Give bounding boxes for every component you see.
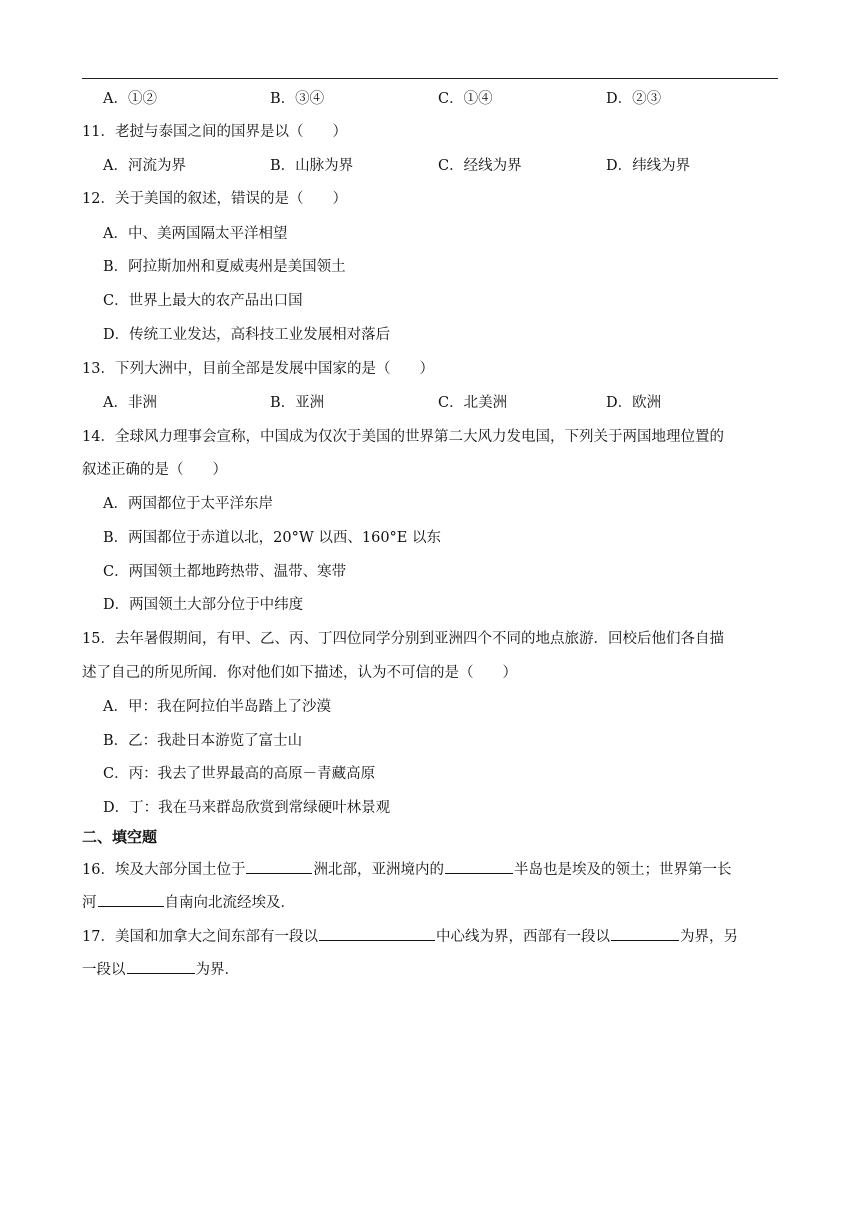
q10-option-c[interactable]: C．①④ bbox=[438, 91, 493, 107]
q16-line1 bbox=[82, 858, 731, 880]
q16-line2 bbox=[82, 891, 295, 913]
q14-option-b[interactable]: B．两国都位于赤道以北，20°W 以西、160°E 以东 bbox=[103, 530, 441, 546]
q13-option-a[interactable]: A．非洲 bbox=[103, 395, 157, 411]
q14-option-c[interactable]: C．两国领土都地跨热带、温带、寒带 bbox=[103, 564, 347, 580]
q17-text-5: 为界． bbox=[195, 962, 239, 978]
q17-line2 bbox=[82, 958, 239, 980]
q12-option-c[interactable]: C．世界上最大的农产品出口国 bbox=[103, 293, 303, 309]
q11-option-c[interactable]: C．经线为界 bbox=[438, 158, 522, 174]
q16-blank-2[interactable] bbox=[445, 858, 513, 874]
q17-line1 bbox=[82, 925, 738, 947]
q12-option-b[interactable]: B．阿拉斯加州和夏威夷州是美国领土 bbox=[103, 259, 346, 275]
q13-stem: 13．下列大洲中，目前全部是发展中国家的是（ ） bbox=[82, 361, 434, 377]
q16-text-2: 洲北部，亚洲境内的 bbox=[313, 862, 444, 878]
q14-stem-line2: 叙述正确的是（ ） bbox=[82, 462, 227, 478]
header-rule bbox=[82, 78, 778, 79]
q15-option-a[interactable]: A．甲：我在阿拉伯半岛踏上了沙漠 bbox=[103, 699, 331, 715]
q11-stem: 11．老挝与泰国之间的国界是以（ ） bbox=[82, 124, 347, 140]
q17-blank-3[interactable] bbox=[127, 958, 195, 974]
q16-text-4: 河 bbox=[82, 895, 97, 911]
q14-option-d[interactable]: D．两国领土大部分位于中纬度 bbox=[103, 597, 304, 613]
q16-text-3: 半岛也是埃及的领土；世界第一长 bbox=[513, 862, 732, 878]
q13-option-c[interactable]: C．北美洲 bbox=[438, 395, 508, 411]
q13-option-b[interactable]: B．亚洲 bbox=[270, 395, 325, 411]
q13-option-d[interactable]: D．欧洲 bbox=[606, 395, 662, 411]
q12-option-a[interactable]: A．中、美两国隔太平洋相望 bbox=[103, 226, 288, 242]
q16-blank-1[interactable] bbox=[246, 858, 312, 874]
q17-text-3: 为界，另 bbox=[679, 929, 738, 945]
section-heading: 二、填空题 bbox=[82, 828, 158, 846]
q15-stem-line2: 述了自己的所见所闻．你对他们如下描述，认为不可信的是（ ） bbox=[82, 665, 517, 681]
q11-option-d[interactable]: D．纬线为界 bbox=[606, 158, 691, 174]
q14-option-a[interactable]: A．两国都位于太平洋东岸 bbox=[103, 496, 273, 512]
q15-option-d[interactable]: D．丁：我在马来群岛欣赏到常绿硬叶林景观 bbox=[103, 800, 391, 816]
q10-option-a[interactable]: A．①② bbox=[103, 91, 157, 107]
q16-blank-3[interactable] bbox=[98, 891, 164, 907]
q10-option-b[interactable]: B．③④ bbox=[270, 91, 325, 107]
q17-text-1: 17．美国和加拿大之间东部有一段以 bbox=[82, 929, 318, 945]
q12-option-d[interactable]: D．传统工业发达，高科技工业发展相对落后 bbox=[103, 327, 391, 343]
q15-option-b[interactable]: B．乙：我赴日本游览了富士山 bbox=[103, 733, 303, 749]
q10-option-d[interactable]: D．②③ bbox=[606, 91, 662, 107]
q17-text-4: 一段以 bbox=[82, 962, 126, 978]
q17-blank-1[interactable] bbox=[319, 925, 435, 941]
q15-option-c[interactable]: C．丙：我去了世界最高的高原－青藏高原 bbox=[103, 766, 376, 782]
q12-stem: 12．关于美国的叙述，错误的是（ ） bbox=[82, 191, 347, 207]
q14-stem-line1: 14．全球风力理事会宣称，中国成为仅次于美国的世界第二大风力发电国，下列关于两国地理位置的 bbox=[82, 429, 724, 445]
q16-text-5: 自南向北流经埃及． bbox=[164, 895, 295, 911]
q15-stem-line1: 15．去年暑假期间，有甲、乙、丙、丁四位同学分别到亚洲四个不同的地点旅游．回校后他们各自描 bbox=[82, 631, 724, 647]
q17-blank-2[interactable] bbox=[611, 925, 679, 941]
q11-option-b[interactable]: B．山脉为界 bbox=[270, 158, 354, 174]
q17-text-2: 中心线为界，西部有一段以 bbox=[435, 929, 610, 945]
q16-text-1: 16．埃及大部分国土位于 bbox=[82, 862, 246, 878]
q11-option-a[interactable]: A．河流为界 bbox=[103, 158, 186, 174]
